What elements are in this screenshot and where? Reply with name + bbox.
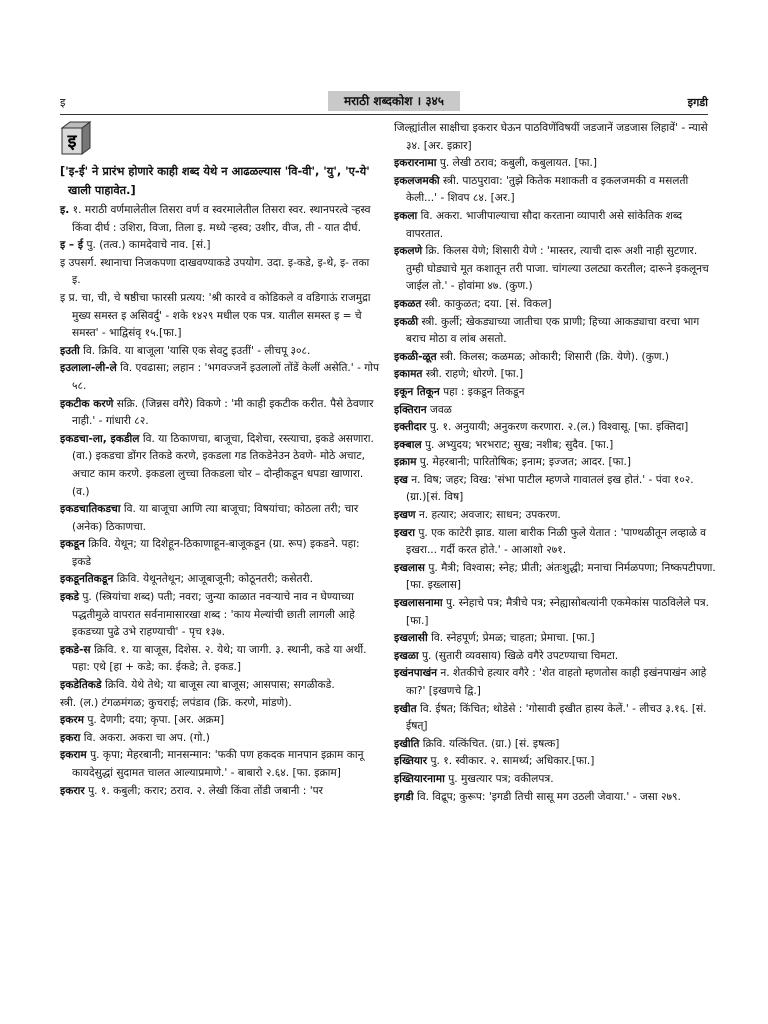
entry-definition: न. शेतकीचे हत्यार वगैरे : 'शेत वाहतो म्हणतोस काही इखंनपाखंन आहे का?' [इखणचे द्वि.]: [406, 667, 707, 697]
dictionary-entry: [60, 360, 380, 395]
dictionary-entry: [394, 155, 716, 173]
dictionary-entry: [394, 595, 716, 630]
dictionary-entry: [394, 349, 716, 367]
entry-headword: इ – ई: [60, 239, 84, 252]
entry-headword: इखलासनामा: [394, 597, 443, 610]
entry-definition: जिल्ह्यांतील साक्षीचा इकरार घेऊन पाठविणेंविषयीं जडजानें जडजास लिहावें' - न्यासे ३४. [अर. इक्रार]: [394, 122, 708, 152]
entry-headword: इकडून: [60, 538, 85, 551]
entry-definition: पु. (स्त्रियांचा शब्द) पती; नवरा; जुन्या काळात नवऱ्याचे नाव न घेण्याच्या पद्धतीमुळे वापरात सर्वनामासारखा शब्द : 'काय मेल्यांची छाती लागली आहे इकडच्या पुढे उभे राहण्याची' - पृच १३७.: [72, 591, 355, 639]
dictionary-entry: [394, 472, 716, 507]
right-column: [394, 120, 716, 806]
header-title: मराठी शब्दकोश । ३४५: [328, 91, 460, 111]
entry-headword: इकरार: [60, 784, 85, 797]
dictionary-entry: [60, 712, 380, 730]
entry-headword: इक्तिरान: [394, 403, 427, 416]
dictionary-entry: [60, 431, 380, 501]
entry-definition: न. हत्यार; अवजार; साधन; उपकरण.: [415, 509, 561, 522]
left-entries: [60, 202, 380, 800]
dictionary-entry: [60, 677, 380, 695]
dictionary-entry: [394, 560, 716, 595]
entry-headword: इकटीक करणे: [60, 397, 114, 410]
dictionary-entry: [394, 789, 716, 807]
entry-headword: इ.: [60, 204, 70, 216]
entry-definition: क्रिवि. येथूनतेथून; आजूबाजूनी; कोठूनतरी; कसेतरी.: [113, 573, 314, 586]
entry-definition: जवळ: [426, 403, 452, 416]
entry-definition: क्रिवि. यत्किंचित. (ग्रा.) [सं. इषत्क]: [419, 737, 560, 750]
dictionary-entry: [60, 747, 380, 782]
entry-headword: इकळी-ळूत: [394, 350, 437, 363]
entry-headword: इकडे-स: [60, 643, 91, 656]
entry-definition: स्त्री. किलस; कळमळ; ओकारी; शिसारी (क्रि. येणे). (कुण.): [436, 350, 669, 363]
section-intro: ['इ-ई' ने प्रारंभ होणारे काही शब्द येथे न आढळल्यास 'वि-वी', 'यु', 'ए-ये' खाली पाहावेत.]: [60, 164, 370, 197]
dictionary-entry: [394, 753, 716, 771]
entry-definition: पु. स्नेहाचे पत्र; मैत्रीचे पत्र; स्नेह्यासोबत्यांनी एकमेकांस पाठविलेले पत्र. [फा.]: [406, 597, 709, 627]
dictionary-entry: [394, 173, 716, 208]
entry-definition: पु. १. अनुयायी; अनुकरण करणारा. २.(ल.) विश्वासू. [फा. इक्तिदा]: [426, 421, 689, 434]
entry-headword: इकराम: [60, 749, 87, 762]
entry-headword: इउती: [60, 344, 80, 357]
dictionary-entry: [60, 642, 380, 677]
header-divider: [60, 114, 708, 115]
entry-definition: पु. कृपा; मेहरबानी; मानसन्मान: 'फकी पण हकदक मानपान इक्राम कानू कायदेसुद्धां सुदामत चालत आल्याप्रमाणे.' - बाबारो २.६४. [फा. इक्राम]: [72, 749, 364, 779]
entry-definition: इ उपसर्ग. स्थानाचा निजकपणा दाखवण्याकडे उपयोग. उदा. इ-कडे, इ-थे, इ- तका इ.: [60, 256, 370, 287]
entry-definition: क्रिवि. येथून; या दिशेहून-ठिकाणाहून-बाजूकडून (ग्रा. रूप) इकडने. पहा: इकडे: [72, 538, 360, 568]
entry-headword: इखीति: [394, 737, 420, 750]
dictionary-entry: [394, 208, 716, 243]
entry-definition: स्त्री. कुर्ली; खेकड्याच्या जातीचा एक प्राणी; हिच्या आकड्याचा वरचा भाग बराच मोठा व लांब असतो.: [406, 315, 700, 346]
entry-definition: स्त्री. काकुळत; दया. [सं. विकल]: [421, 297, 552, 310]
dictionary-entry: [394, 120, 716, 155]
entry-definition: वि. स्नेहपूर्ण; प्रेमळ; चाहता; प्रेमाचा. [फा.]: [427, 632, 595, 645]
dictionary-entry: [60, 290, 380, 343]
entry-headword: इकामत: [394, 368, 423, 381]
entry-headword: इकलणे: [394, 245, 423, 258]
entry-definition: वि. विद्रूप; कुरूप: 'इगडी तिची सासू मग उठली जेवाया.' - जसा २७९.: [413, 790, 681, 803]
entry-definition: क्रि. किलस येणे; शिसारी येणे : 'मास्तर, त्याची दारू अशी नाही सुटणार. तुम्ही घोड्याचे मूत कशातून तरी पाजा. चांगल्या उलट्या करतील; दारूने इकलूनच जाईल तो.' - होवांमा ४७. (कुण.): [406, 245, 709, 293]
entry-definition: क्रिवि. येथे तेथे; या बाजूस त्या बाजूस; आसपास; सगळीकडे.: [101, 679, 335, 692]
entry-definition: पु. १. स्वीकार. २. सामर्थ्य; अधिकार.[फा.]: [427, 755, 595, 768]
entry-definition: वि. ईषत; किंचित; थोडेसे : 'गोसावी इखीत हास्य केलें.' - लीचउ ३.१६. [सं. ईषत्]: [406, 702, 707, 733]
dictionary-entry: [60, 501, 380, 536]
dictionary-entry: [60, 396, 380, 431]
entry-definition: पु. देणगी; दया; कृपा. [अर. अक्रम]: [84, 714, 225, 727]
entry-headword: इकळी: [394, 315, 419, 328]
dictionary-entry: [60, 730, 380, 748]
entry-definition: वि. या बाजूचा आणि त्या बाजूचा; विषयांचा; कोठला तरी; चार (अनेक) ठिकाणचा.: [72, 503, 359, 533]
entry-definition: क्रिवि. १. या बाजूस, दिशेस. २. येथे; या जागी. ३. स्थानी, कडे या अर्थी. पहा: एथे [हा + कडे; का. ईकडे; ते. इकड.]: [72, 643, 367, 674]
entry-headword: इकडेतिकडे: [60, 679, 102, 692]
dictionary-entry: [60, 202, 380, 237]
dictionary-entry: [394, 630, 716, 648]
dictionary-entry: [394, 384, 716, 402]
entry-definition: पु. (सुतारी व्यवसाय) खिळे वगैरे उपटण्याचा चिमटा.: [418, 649, 619, 662]
entry-definition: सक्रि. (जिन्नस वगैरे) विकणे : 'मी काही इकटीक करीत. पैसे ठेवणार नाही.' - गांधारी ८२.: [72, 397, 374, 428]
dictionary-entry: [60, 536, 380, 571]
dictionary-entry: [394, 736, 716, 754]
entry-headword: इख्तियारनामा: [394, 772, 445, 785]
dictionary-entry: [60, 343, 380, 361]
entry-headword: इकळत: [394, 297, 422, 310]
entry-headword: इखण: [394, 509, 416, 522]
entry-headword: इखळा: [394, 649, 419, 662]
entry-definition: पु. अभ्युदय; भरभराट; सुख; नशीब; सुदैव. [फा.]: [421, 438, 614, 451]
entry-definition: १. मराठी वर्णमालेतील तिसरा वर्ण व स्वरमालेतील तिसरा स्वर. स्थानपरत्वे ऱ्हस्व किंवा दीर्घ : उशिरा, विजा, तिला इ. मध्ये ऱ्हस्व; उशीर, वीज, ती - यात दीर्घ.: [69, 204, 371, 234]
dictionary-entry: [394, 454, 716, 472]
section-letter: इ: [67, 131, 77, 152]
entry-headword: इक्तीदार: [394, 421, 427, 434]
entry-headword: इखलासी: [394, 632, 428, 645]
header-left-letter: इ: [60, 96, 66, 109]
entry-definition: पु. १. कबुली; करार; ठराव. २. लेखी किंवा तोंडी जबानी : 'पर: [84, 784, 323, 797]
dictionary-entry: [60, 237, 380, 255]
entry-headword: इखंनपाखंन: [394, 667, 438, 680]
entry-headword: इकून तिकून: [394, 385, 440, 398]
entry-definition: वि. या ठिकाणचा, बाजूचा, दिशेचा, रस्त्याचा, इकडे असणारा. (वा.) इकडचा डोंगर तिकडे करणे, इकडला गड तिकडेनेउन ठेवणे- मोठे अचाट, अचाट काम करणे. इकडला लुच्चा तिकडला चोर – दोन्हीकडून धपडा खाणारा. (व.): [72, 432, 374, 498]
entry-headword: इखीत: [394, 702, 417, 715]
entry-headword: इक्राम: [394, 456, 417, 469]
entry-definition: वि. क्रिवि. या बाजूला 'यासि एक सेवटु इउतीं' - लीचपू ३०८.: [79, 344, 311, 357]
dictionary-entry: [394, 507, 716, 525]
dictionary-entry: [394, 366, 716, 384]
entry-headword: इकडचातिकडचा: [60, 503, 121, 516]
entry-definition: पु. मेहरबानी; पारितोषिक; इनाम; इज्जत; आदर. [फा.]: [416, 456, 632, 469]
entry-headword: इगडी: [394, 790, 414, 803]
dictionary-entry: [394, 648, 716, 666]
entry-headword: इखलास: [394, 561, 425, 574]
entry-headword: इकलजमकी: [394, 174, 440, 187]
dictionary-entry: [60, 695, 380, 713]
dictionary-entry: [394, 296, 716, 314]
entry-headword: इकडचा-ला, इकडील: [60, 432, 140, 445]
entry-definition: पु. (तत्व.) कामदेवाचे नाव. [सं.]: [83, 239, 211, 252]
entry-definition: पु. एक काटेरी झाड. याला बारीक निळी फुले येतात : 'पाण्थळीतून लव्हाळे व इखरा... गर्दी करत होते.' - आआशो २७१.: [406, 526, 707, 557]
dictionary-entry: [394, 525, 716, 560]
entry-headword: इकरा: [60, 731, 81, 744]
dictionary-entry: [60, 589, 380, 642]
entry-headword: इख्तियार: [394, 755, 428, 768]
entry-headword: इकला: [394, 209, 418, 222]
entry-definition: पु. मुखत्यार पत्र; वकीलपत्र.: [444, 772, 554, 785]
entry-definition: पु. लेखी ठराव; कबुली, कबुलायत. [फा.]: [436, 157, 598, 170]
entry-definition: पु. मैत्री; विश्वास; स्नेह; प्रीती; अंतःशुद्धी; मनाचा निर्मळपणा; निष्कपटीपणा. [फा. इख्लास]: [406, 561, 716, 592]
dictionary-entry: [60, 255, 380, 290]
entry-headword: इकरम: [60, 714, 85, 727]
dictionary-entry: [60, 783, 380, 801]
entry-definition: वि. अकरा. अकरा चा अप. (गो.): [80, 731, 210, 744]
entry-definition: इ प्र. चा, ची, चे षष्ठीचा फारसी प्रत्यय: 'श्री कारवे व कोडिकले व वडिगाऊं राजमुद्रा मुख्य समस्त इ असिवर्दु' - शके १४२९ मधील एक पत्र. यातील समस्त इ = चे समस्त' - भाद्विसंवृ १५.[फा.]: [60, 291, 371, 340]
entry-headword: इकरारनामा: [394, 157, 437, 170]
entry-definition: स्त्री. राहणे; धोरणे. [फा.]: [422, 368, 524, 381]
header-right-word: इगडी: [687, 96, 708, 109]
entry-headword: इक्बाल: [394, 438, 422, 451]
dictionary-entry: [394, 314, 716, 349]
dictionary-entry: [394, 419, 716, 437]
dictionary-entry: [394, 243, 716, 296]
right-entries: [394, 120, 716, 806]
left-column: [60, 120, 380, 800]
entry-headword: इकडे: [60, 591, 80, 604]
entry-headword: इकडूनतिकडून: [60, 573, 114, 586]
dictionary-entry: [394, 402, 716, 420]
entry-definition: वि. एवढासा; लहान : 'भगवज्जनें इउलालों तोंडें केलीं असेति.' - गोप ५८.: [72, 362, 379, 392]
entry-definition: स्त्री. पाठपुरावा: 'तुझे कितेक मशाकती व इकलजमकी व मसलती केली...' - शिवप ८४. [अर.]: [406, 174, 689, 205]
dictionary-entry: [394, 771, 716, 789]
entry-definition: स्त्री. (ल.) टंगळमंगळ; कुचराई; लपंडाव (क्रि. करणे, मांडणे).: [60, 696, 292, 709]
dictionary-entry: [394, 665, 716, 700]
entry-definition: पहा : इकडून तिकडून: [439, 385, 525, 398]
entry-headword: इउलाला-ली-ले: [60, 362, 117, 375]
entry-headword: इख: [394, 473, 408, 486]
entry-headword: इखरा: [394, 526, 415, 539]
dictionary-entry: [394, 437, 716, 455]
dictionary-entry: [394, 701, 716, 736]
entry-definition: वि. अकरा. भाजीपाल्याचा सौदा करताना व्यापारी असे सांकेतिक शब्द वापरतात.: [406, 209, 683, 240]
dictionary-entry: [60, 571, 380, 589]
entry-definition: न. विष; जहर; विख: 'संभा पाटील म्हणजे गावातलं इख होतं.' - पंवा १०२. (ग्रा.)[सं. विष]: [406, 473, 694, 504]
section-letter-cube-icon: [60, 120, 92, 156]
